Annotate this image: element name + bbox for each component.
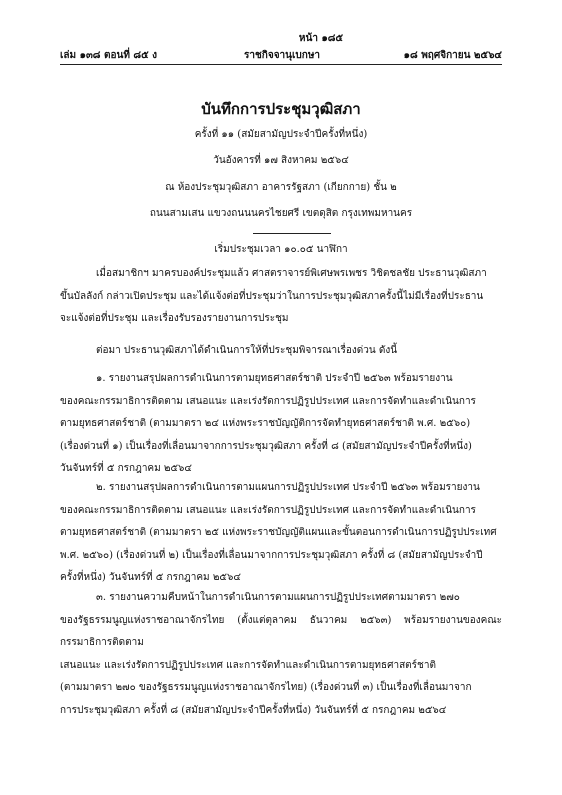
start-time: เริ่มประชุมเวลา ๑๐.๐๕ นาฬิกา [214,244,348,255]
session-line: ครั้งที่ ๑๑ (สมัยสามัญประจำปีครั้งที่หนึ่ง) [194,129,368,140]
document-title: บันทึกการประชุมวุฒิสภา [201,100,361,118]
text-line: (ตามมาตรา ๒๗๐ ของรัฐธรรมนูญแห่งราชอาณาจักรไทย) (เรื่องด่วนที่ ๓) เป็นเรื่องที่เลื่อนมาจาก [60,682,472,693]
venue-line: ณ ห้องประชุมวุฒิสภา อาคารรัฐสภา (เกียกกาย) ชั้น ๒ [165,182,397,193]
page-number: หน้า ๑๘๕ [298,33,344,44]
text-line: ของคณะกรรมาธิการติดตาม เสนอแนะ และเร่งรัดการปฏิรูปประเทศ และการจัดทำและดำเนินการ [60,395,476,407]
text-line: ๑. รายงานสรุปผลการดำเนินการตามยุทธศาสตร์ชาติ ประจำปี ๒๕๖๓ พร้อมรายงาน [96,373,453,384]
text-line: ของรัฐธรรมนูญแห่งราชอาณาจักรไทย (ตั้งแต่ตุลาคม ธันวาคม ๒๕๖๓) พร้อมรายงานของคณะกรรมาธิการติดตาม [60,614,502,648]
paragraph-item-1 [60,368,502,481]
text-line: เสนอแนะ และเร่งรัดการปฏิรูปประเทศ และการจัดทำและดำเนินการตามยุทธศาสตร์ชาติ [60,659,436,671]
volume-issue: เล่ม ๑๓๘ ตอนที่ ๘๕ ง [60,50,158,61]
text-line: พ.ศ. ๒๕๖๐) (เรื่องด่วนที่ ๒) เป็นเรื่องที่เลื่อนมาจากการประชุมวุฒิสภา ครั้งที่ ๘ (สมัยสามัญประจำปี [60,549,483,561]
separator-rule [253,233,331,234]
header-rule [60,64,502,65]
text-line: ขึ้นบัลลังก์ กล่าวเปิดประชุม และได้แจ้งต่อที่ประชุมว่าในการประชุมวุฒิสภาครั้งนี้ไม่มีเรื่องที่ประธาน [60,290,484,302]
text-line: จะแจ้งต่อที่ประชุม และเรื่องรับรองรายงานการประชุม [60,313,289,324]
text-line: การประชุมวุฒิสภา ครั้งที่ ๘ (สมัยสามัญประจำปีครั้งที่หนึ่ง) วันจันทร์ที่ ๕ กรกฎาคม ๒๕๖๔ [60,704,447,716]
publication-name: ราชกิจจานุเบกษา [244,50,321,61]
paragraph-item-2 [60,477,502,590]
text-line: ครั้งที่หนึ่ง) วันจันทร์ที่ ๕ กรกฎาคม ๒๕๖๔ [60,572,241,583]
text-line: ๒. รายงานสรุปผลการดำเนินการตามแผนการปฏิรูปประเทศ ประจำปี ๒๕๖๓ พร้อมรายงาน [96,482,480,493]
date-line: วันอังคารที่ ๑๗ สิงหาคม ๒๕๖๔ [213,155,349,166]
text-line: วันจันทร์ที่ ๕ กรกฎาคม ๒๕๖๔ [60,463,192,474]
text-line: ของคณะกรรมาธิการติดตาม เสนอแนะ และเร่งรัดการปฏิรูปประเทศ และการจัดทำและดำเนินการ [60,504,476,516]
text-line: ตามยุทธศาสตร์ชาติ (ตามมาตรา ๒๔ แห่งพระราชบัญญัติการจัดทำยุทธศาสตร์ชาติ พ.ศ. ๒๕๖๐) [60,418,471,429]
text-line: (เรื่องด่วนที่ ๑) เป็นเรื่องที่เลื่อนมาจากการประชุมวุฒิสภา ครั้งที่ ๘ (สมัยสามัญประจำปีครั้งที่หนึ่ง) [60,440,472,452]
text-line: เมื่อสมาชิกฯ มาครบองค์ประชุมแล้ว ศาสตราจารย์พิเศษพรเพชร วิชิตชลชัย ประธานวุฒิสภา [96,268,487,279]
address-line: ถนนสามเสน แขวงถนนนครไชยศรี เขตดุสิต กรุงเทพมหานคร [149,208,413,219]
text-line: ต่อมา ประธานวุฒิสภาได้ดำเนินการให้ที่ประชุมพิจารณาเรื่องด่วน ดังนี้ [96,345,398,356]
paragraph-agenda-intro [60,340,502,363]
paragraph-item-3 [60,587,502,722]
text-line: ตามยุทธศาสตร์ชาติ (ตามมาตรา ๒๕ แห่งพระราชบัญญัติแผนและขั้นตอนการดำเนินการปฏิรูปประเทศ [60,527,497,538]
paragraph-opening [60,263,502,331]
text-line: ๓. รายงานความคืบหน้าในการดำเนินการตามแผนการปฏิรูปประเทศตามมาตรา ๒๗๐ [96,592,460,603]
publication-date: ๑๘ พฤศจิกายน ๒๕๖๔ [403,50,502,61]
